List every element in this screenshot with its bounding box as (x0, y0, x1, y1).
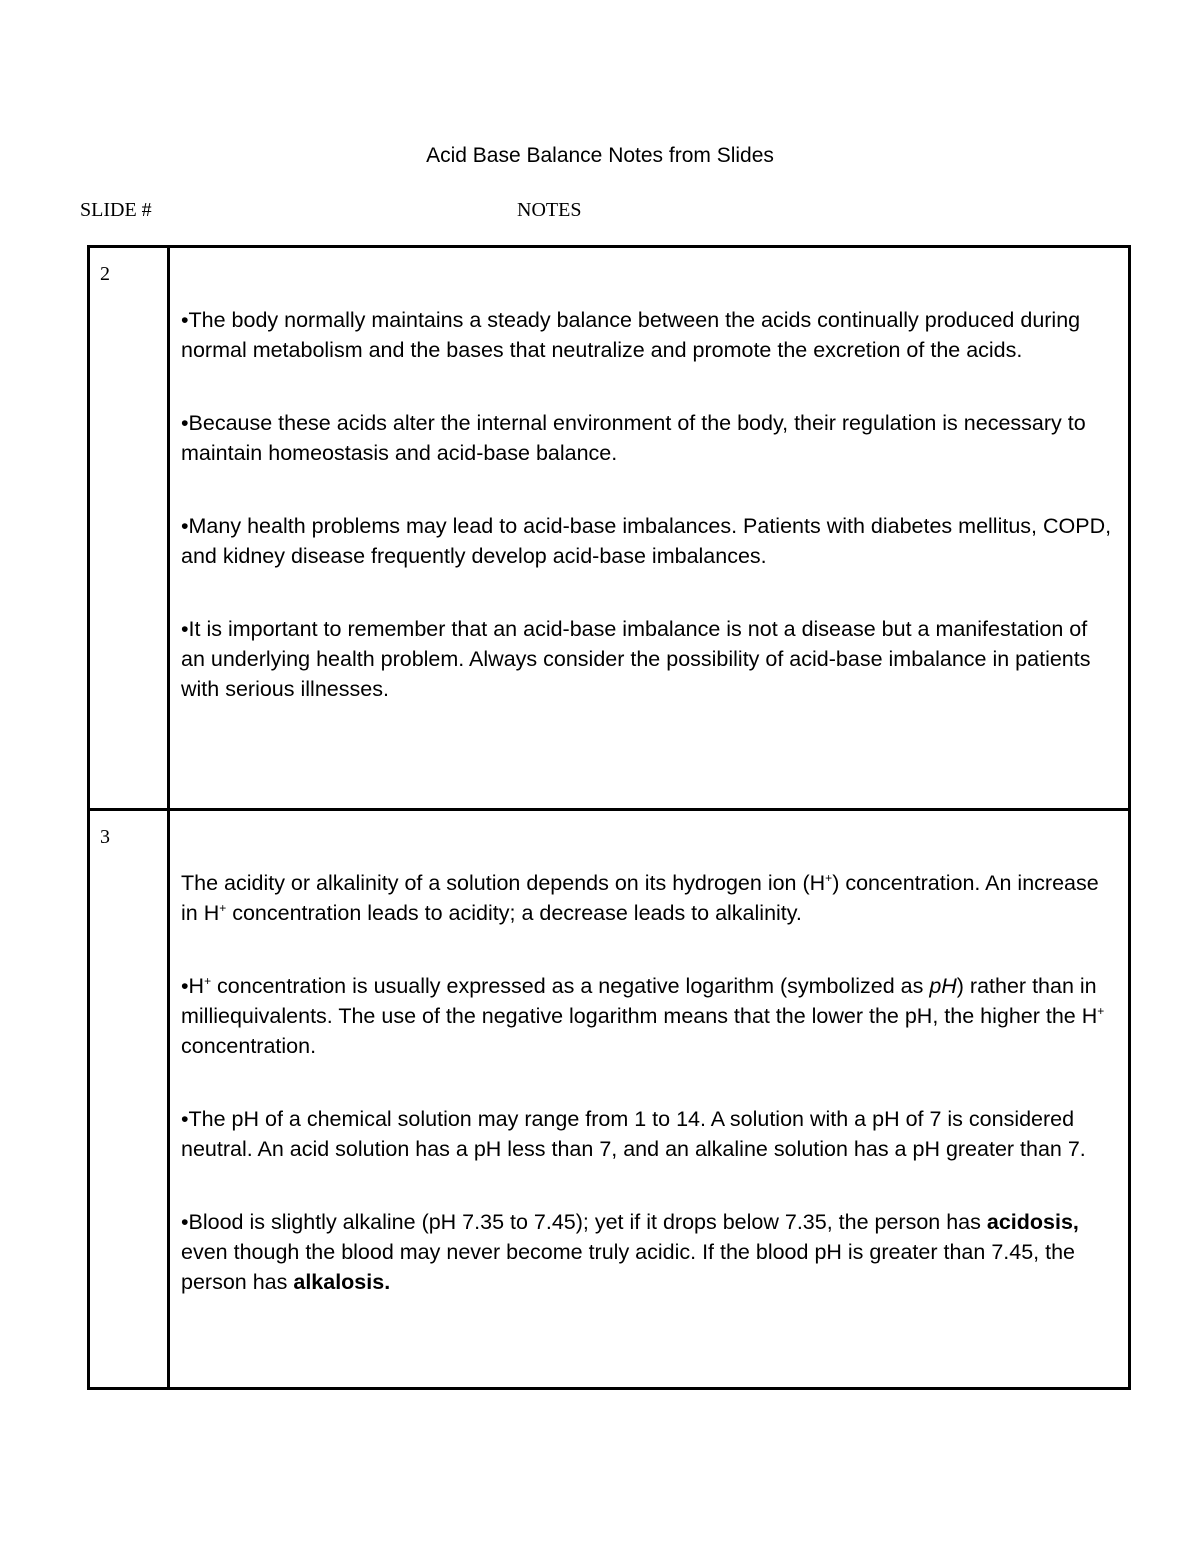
note-paragraph: •Because these acids alter the internal environment of the body, their regulation is necessary to maintain homeostasis and acid-base balance. (181, 411, 1086, 465)
note-paragraph: •H+ concentration is usually expressed as a negative logarithm (symbolized as pH) rather than in milliequivalents. The use of the negative logarithm means that the lower the pH, the higher the H+ concentration. (181, 973, 1105, 1058)
note-paragraph: •It is important to remember that an acid-base imbalance is not a disease but a manifestation of an underlying health problem. Always consider the possibility of acid-base imbalance in patients with serious illnesses. (181, 617, 1091, 701)
note-paragraph: •The pH of a chemical solution may range from 1 to 14. A solution with a pH of 7 is considered neutral. An acid solution has a pH less than 7, and an alkaline solution has a pH greater than 7. (181, 1107, 1086, 1161)
note-paragraph: The acidity or alkalinity of a solution depends on its hydrogen ion (H+) concentration. An increase in H+ concentration leads to acidity; a decrease leads to alkalinity. (181, 870, 1099, 925)
table-row (90, 808, 1128, 1390)
slide-column-header: SLIDE # (80, 199, 152, 221)
slide-number: 2 (100, 263, 110, 285)
note-paragraph: •Blood is slightly alkaline (pH 7.35 to 7.45); yet if it drops below 7.35, the person has acidosis, even though the blood may never become truly acidic. If the blood pH is greater than 7.45, the person has alkalosis. (181, 1210, 1079, 1294)
notes-cell (181, 305, 1114, 747)
column-divider (167, 811, 170, 1390)
slide-number: 3 (100, 826, 110, 848)
table-row (90, 248, 1128, 808)
document-title: Acid Base Balance Notes from Slides (426, 144, 774, 167)
note-paragraph: •Many health problems may lead to acid-base imbalances. Patients with diabetes mellitus, COPD, and kidney disease frequently develop acid-base imbalances. (181, 514, 1112, 568)
notes-cell (181, 868, 1114, 1340)
notes-table (87, 245, 1131, 1390)
column-divider (167, 248, 170, 808)
note-paragraph: •The body normally maintains a steady balance between the acids continually produced during normal metabolism and the bases that neutralize and promote the excretion of the acids. (181, 308, 1081, 362)
notes-column-header: NOTES (517, 199, 582, 221)
